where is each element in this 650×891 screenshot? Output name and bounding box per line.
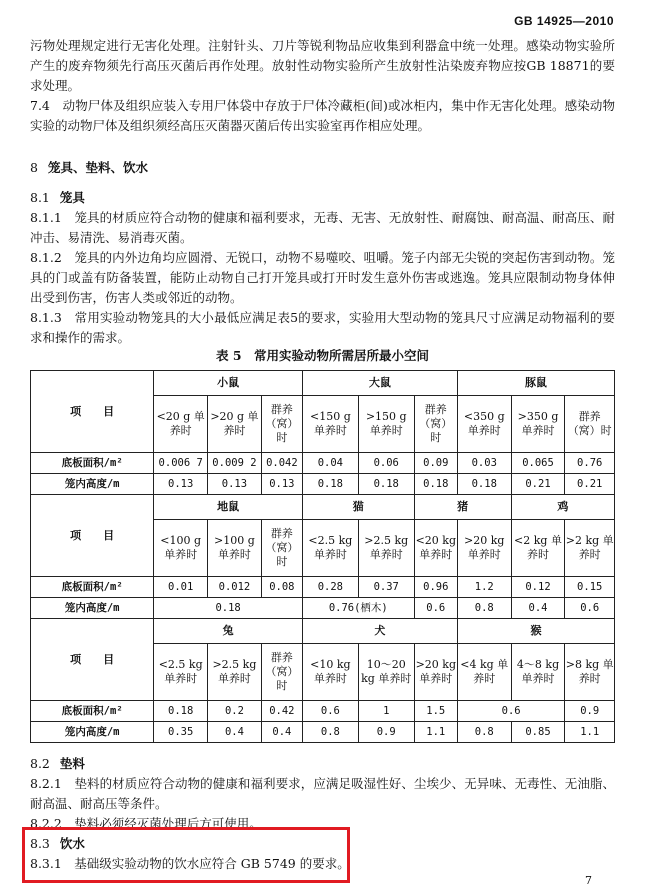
item-label: 项 目 [31, 371, 154, 453]
item-label: 项 目 [31, 619, 154, 701]
highlight-box [22, 827, 350, 883]
group-header: 豚鼠 [457, 371, 614, 396]
group-header: 猪 [414, 495, 511, 520]
table-cell: 0.76 [565, 453, 615, 474]
table-cell: 0.18 [154, 598, 303, 619]
table-cell: 0.18 [302, 474, 358, 495]
table-row [31, 577, 615, 598]
page-number: 7 [585, 874, 592, 887]
sub-header: <2 kg 单养时 [511, 520, 565, 577]
table-5-container [30, 344, 615, 743]
group-header: 小鼠 [154, 371, 303, 396]
sub-header: >350 g 单养时 [511, 396, 565, 453]
group-header: 地鼠 [154, 495, 303, 520]
section-number: 8.1 [30, 190, 50, 205]
table-cell: 0.8 [457, 598, 511, 619]
table-cell: 0.21 [565, 474, 615, 495]
sub-header: 群养（窝）时 [261, 644, 302, 701]
table-cell: 0.6 [302, 701, 358, 722]
sub-header: >20 g 单养时 [208, 396, 262, 453]
table-5 [30, 370, 615, 743]
table-cell: 1 [358, 701, 414, 722]
table-row [31, 474, 615, 495]
sub-header: <2.5 kg 单养时 [154, 644, 208, 701]
sub-header: 群养（窝）时 [261, 396, 302, 453]
paragraph-8-3-1: 8.3.1 基础级实验动物的饮水应符合 GB 5749 的要求。 [30, 856, 350, 871]
paragraph-8-2-2: 8.2.2 垫料必须经灭菌处理后方可使用。 [30, 816, 262, 831]
table-cell: 0.09 [414, 453, 457, 474]
sub-header: >2.5 kg 单养时 [358, 520, 414, 577]
table-cell: 0.9 [358, 722, 414, 743]
table-cell: 0.03 [457, 453, 511, 474]
row-label: 笼内高度/m [31, 598, 154, 619]
table-cell: 0.042 [261, 453, 302, 474]
section-8 [30, 158, 615, 178]
table-cell: 0.35 [154, 722, 208, 743]
table-cell: 0.28 [302, 577, 358, 598]
section-8-1 [30, 188, 615, 348]
table-cell: 0.6 [457, 701, 565, 722]
table-cell: 0.18 [154, 701, 208, 722]
table-cell: 1.1 [565, 722, 615, 743]
table-cell: 1.5 [414, 701, 457, 722]
table-cell: 0.009 2 [208, 453, 262, 474]
table-cell: 0.13 [154, 474, 208, 495]
row-label: 底板面积/m² [31, 453, 154, 474]
table-cell: 0.18 [414, 474, 457, 495]
paragraph-8-1-2: 8.1.2 笼具的内外边角均应圆滑、无锐口，动物不易噬咬、咀嚼。笼子内部无尖锐的突起伤害到动物。笼具的门或盖有防备装置，能防止动物自己打开笼具或打开时发生意外伤害或逃逸。笼具应限制动物身体伸出受到伤害，伤害人类或邻近的动物。 [30, 250, 615, 305]
paragraph-8-2-1: 8.2.1 垫料的材质应符合动物的健康和福利要求，应满足吸湿性好、尘埃少、无异味、无毒性、无油脂、耐高温、耐高压等条件。 [30, 776, 615, 811]
standard-code-header: GB 14925—2010 [514, 14, 614, 28]
row-label: 底板面积/m² [31, 701, 154, 722]
row-label: 底板面积/m² [31, 577, 154, 598]
table-cell: 0.12 [511, 577, 565, 598]
section-title: 饮水 [59, 836, 85, 851]
section-8-2 [30, 754, 615, 834]
paragraph-waste: 污物处理规定进行无害化处理。注射针头、刀片等锐利物品应收集到利器盒中统一处理。感染动物实验所产生的废弃物须先行高压灭菌后再作处理。放射性动物实验所产生放射性沾染废弃物应按GB 18871的要求处理。 [30, 38, 615, 93]
group-header: 鸡 [511, 495, 614, 520]
table-caption: 表 5 常用实验动物所需居所最小空间 [215, 348, 430, 363]
table-cell: 0.13 [208, 474, 262, 495]
group-header: 大鼠 [302, 371, 457, 396]
table-cell: 0.012 [208, 577, 262, 598]
sub-header: >8 kg 单养时 [565, 644, 615, 701]
table-cell: 0.8 [457, 722, 511, 743]
table-cell: 0.18 [457, 474, 511, 495]
table-cell: 0.006 7 [154, 453, 208, 474]
table-cell: 0.37 [358, 577, 414, 598]
sub-header: <100 g 单养时 [154, 520, 208, 577]
table-cell: 0.04 [302, 453, 358, 474]
table-row [31, 598, 615, 619]
table-group-row [31, 371, 615, 396]
table-group-row [31, 619, 615, 644]
sub-header: <20 g 单养时 [154, 396, 208, 453]
top-text [30, 36, 615, 136]
section-number: 8 [30, 160, 38, 175]
row-label: 笼内高度/m [31, 722, 154, 743]
paragraph-8-1-1: 8.1.1 笼具的材质应符合动物的健康和福利要求，无毒、无害、无放射性、耐腐蚀、耐高温、耐高压、耐冲击、易清洗、易消毒灭菌。 [30, 210, 615, 245]
sub-header: >2 kg 单养时 [565, 520, 615, 577]
sub-header: <350 g 单养时 [457, 396, 511, 453]
section-number: 8.2 [30, 756, 50, 771]
table-row [31, 453, 615, 474]
paragraph-8-1-3: 8.1.3 常用实验动物笼具的大小最低应满足表5的要求，实验用大型动物的笼具尺寸应满足动物福利的要求和操作的需求。 [30, 310, 615, 345]
table-cell: 0.08 [261, 577, 302, 598]
group-header: 猫 [302, 495, 414, 520]
table-cell: 0.96 [414, 577, 457, 598]
item-label: 项 目 [31, 495, 154, 577]
sub-header: <2.5 kg 单养时 [302, 520, 358, 577]
sub-header: 群养（窝）时 [565, 396, 615, 453]
sub-header: 4～8 kg 单养时 [511, 644, 565, 701]
sub-header: <20 kg 单养时 [414, 520, 457, 577]
table-cell: 0.8 [302, 722, 358, 743]
table-cell: 0.065 [511, 453, 565, 474]
paragraph-7-4: 7.4 动物尸体及组织应装入专用尸体袋中存放于尸体冷藏柜(间)或冰柜内，集中作无害化处理。感染动物实验的动物尸体及组织须经高压灭菌器灭菌后传出实验室再作相应处理。 [30, 98, 615, 133]
table-group-row [31, 495, 615, 520]
section-title: 笼具、垫料、饮水 [47, 160, 148, 175]
table-cell: 0.4 [261, 722, 302, 743]
row-label: 笼内高度/m [31, 474, 154, 495]
sub-header: <4 kg 单养时 [457, 644, 511, 701]
table-cell: 0.76(栖木) [302, 598, 414, 619]
table-row [31, 722, 615, 743]
section-title: 笼具 [59, 190, 85, 205]
table-cell: 0.18 [358, 474, 414, 495]
table-cell: 0.4 [208, 722, 262, 743]
section-number: 8.3 [30, 836, 50, 851]
sub-header: <150 g 单养时 [302, 396, 358, 453]
table-cell: 0.6 [565, 598, 615, 619]
table-cell: 0.2 [208, 701, 262, 722]
sub-header: >20 kg 单养时 [414, 644, 457, 701]
table-cell: 0.13 [261, 474, 302, 495]
table-cell: 0.01 [154, 577, 208, 598]
table-cell: 0.21 [511, 474, 565, 495]
sub-header: >2.5 kg 单养时 [208, 644, 262, 701]
table-cell: 1.2 [457, 577, 511, 598]
table-cell: 0.9 [565, 701, 615, 722]
section-title: 垫料 [59, 756, 85, 771]
sub-header: 群养（窝）时 [414, 396, 457, 453]
table-cell: 0.85 [511, 722, 565, 743]
group-header: 兔 [154, 619, 303, 644]
table-row [31, 701, 615, 722]
table-cell: 0.06 [358, 453, 414, 474]
table-cell: 0.15 [565, 577, 615, 598]
group-header: 犬 [302, 619, 457, 644]
sub-header: >20 kg 单养时 [457, 520, 511, 577]
sub-header: 群养（窝）时 [261, 520, 302, 577]
table-cell: 0.42 [261, 701, 302, 722]
table-cell: 0.4 [511, 598, 565, 619]
table-cell: 0.6 [414, 598, 457, 619]
sub-header: 10～20 kg 单养时 [358, 644, 414, 701]
sub-header: >100 g 单养时 [208, 520, 262, 577]
sub-header: >150 g 单养时 [358, 396, 414, 453]
sub-header: <10 kg 单养时 [302, 644, 358, 701]
table-cell: 1.1 [414, 722, 457, 743]
group-header: 猴 [457, 619, 614, 644]
